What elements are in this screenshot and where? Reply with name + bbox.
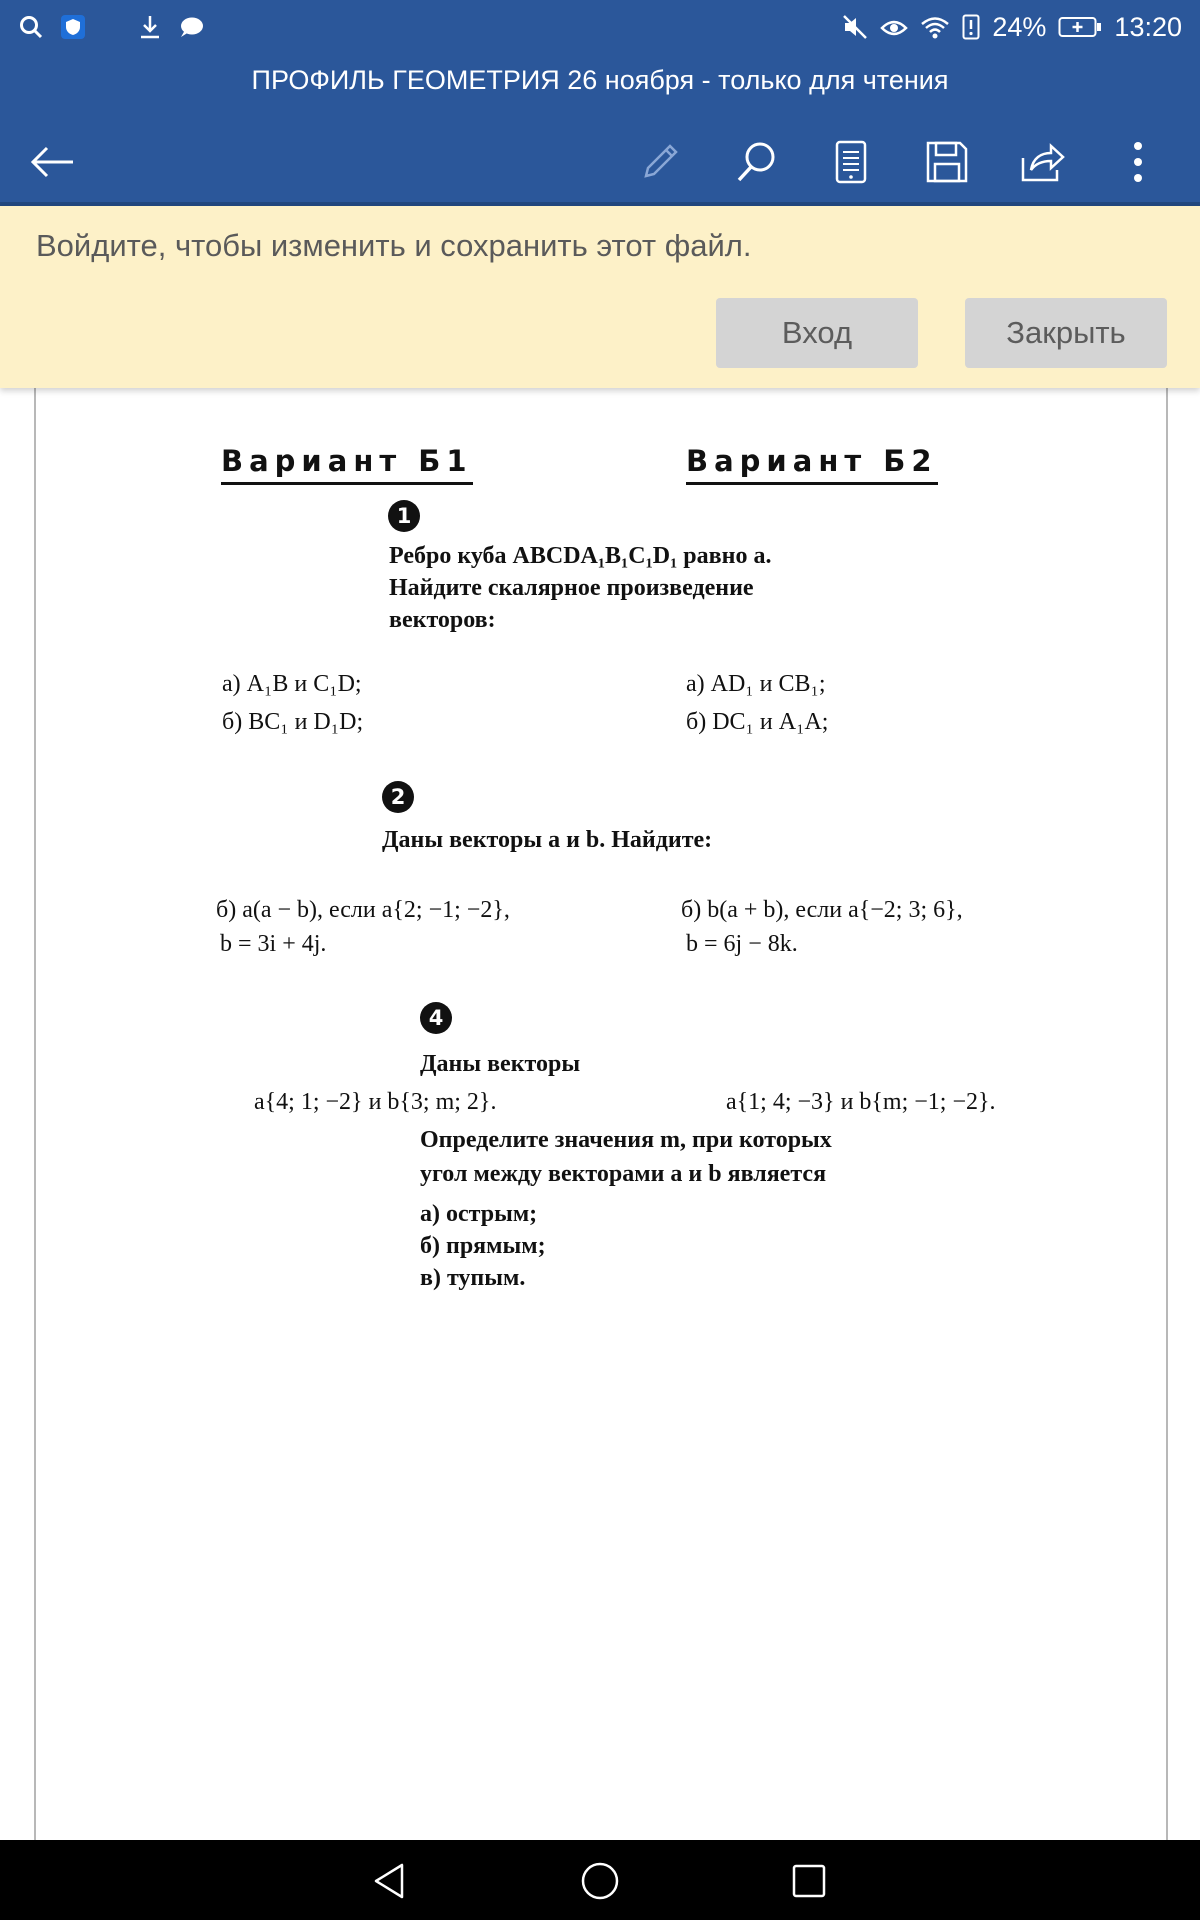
wifi-icon (920, 15, 950, 39)
more-vert-icon (1131, 140, 1145, 184)
task-4-b1-vectors: a{4; 1; −2} и b{3; m; 2}. (254, 1089, 497, 1115)
nav-back-button[interactable] (365, 1856, 415, 1906)
task-1-line-1: Ребро куба ABCDA₁B₁C₁D₁ равно a. (389, 543, 772, 569)
task-4-badge: 4 (420, 1002, 452, 1034)
banner-message: Войдите, чтобы изменить и сохранить этот файл. (36, 228, 752, 263)
task-4-b2-vectors: a{1; 4; −3} и b{m; −1; −2}. (726, 1089, 996, 1115)
clock: 13:20 (1114, 11, 1182, 42)
nav-recents-icon (791, 1863, 827, 1899)
search-icon (733, 139, 779, 185)
status-right-icons (842, 8, 1182, 46)
save-button[interactable] (917, 132, 977, 192)
back-button[interactable] (22, 132, 82, 192)
task-2-b2-line-2: b = 6j − 8k. (686, 931, 798, 957)
save-icon (925, 140, 969, 184)
reading-view-button[interactable] (821, 132, 881, 192)
nav-home-button[interactable] (575, 1856, 625, 1906)
task-2-b1-line-1: б) a(a − b), если a{2; −1; −2}, (216, 897, 510, 923)
task-2-badge: 2 (382, 781, 414, 813)
more-options-button[interactable] (1108, 132, 1168, 192)
share-icon (1019, 140, 1065, 184)
status-left-icons (18, 10, 204, 44)
task-1-b1-b: б) BC₁ и D₁D; (222, 709, 364, 735)
task-2-b1-line-2: b = 3i + 4j. (220, 931, 327, 957)
task-2-text: Даны векторы a и b. Найдите: (382, 827, 713, 853)
edit-button[interactable] (630, 132, 690, 192)
share-button[interactable] (1012, 132, 1072, 192)
download-icon (138, 14, 162, 40)
nav-back-icon (370, 1861, 410, 1901)
task-4-line-1: Даны векторы (420, 1051, 581, 1077)
system-nav-bar (0, 1840, 1200, 1920)
task-4-line-3: угол между векторами a и b является (420, 1161, 827, 1187)
search-button[interactable] (726, 132, 786, 192)
nav-recents-button[interactable] (784, 1856, 834, 1906)
search-icon (18, 14, 44, 40)
task-4-option-c: в) тупым. (420, 1265, 526, 1291)
app-title-bar (0, 54, 1200, 206)
login-button[interactable]: Вход (716, 298, 918, 368)
variant-b1-heading: Вариант Б1 (221, 444, 473, 485)
task-1-line-2: Найдите скалярное произведение (389, 575, 754, 601)
status-bar (0, 0, 1200, 54)
eye-icon (880, 15, 908, 39)
close-banner-button[interactable]: Закрыть (965, 298, 1167, 368)
task-4-option-b: б) прямым; (420, 1233, 546, 1259)
task-4-option-a: а) острым; (420, 1201, 538, 1227)
battery-percent: 24% (992, 11, 1047, 42)
mute-icon (842, 14, 868, 40)
message-icon (178, 15, 204, 39)
variant-b2-heading: Вариант Б2 (686, 444, 938, 485)
task-1-b2-b: б) DC₁ и A₁A; (686, 709, 829, 735)
shield-icon (60, 14, 86, 40)
document-page (34, 388, 1168, 1840)
reading-view-icon (834, 140, 868, 184)
task-1-line-3: векторов: (389, 607, 496, 633)
task-1-b2-a: а) AD₁ и CB₁; (686, 671, 826, 697)
nav-home-icon (580, 1861, 620, 1901)
sign-in-banner (0, 206, 1200, 388)
back-arrow-icon (29, 145, 75, 179)
alert-icon (962, 14, 980, 40)
battery-icon (1058, 15, 1102, 39)
task-1-b1-a: а) A₁B и C₁D; (222, 671, 362, 697)
task-2-b2-line-1: б) b(a + b), если a{−2; 3; 6}, (681, 897, 963, 923)
edit-pencil-icon (638, 140, 682, 184)
document-title: ПРОФИЛЬ ГЕОМЕТРИЯ 26 ноября - только для чтения (251, 65, 949, 95)
task-4-line-2: Определите значения m, при которых (420, 1127, 832, 1153)
task-1-badge: 1 (388, 500, 420, 532)
